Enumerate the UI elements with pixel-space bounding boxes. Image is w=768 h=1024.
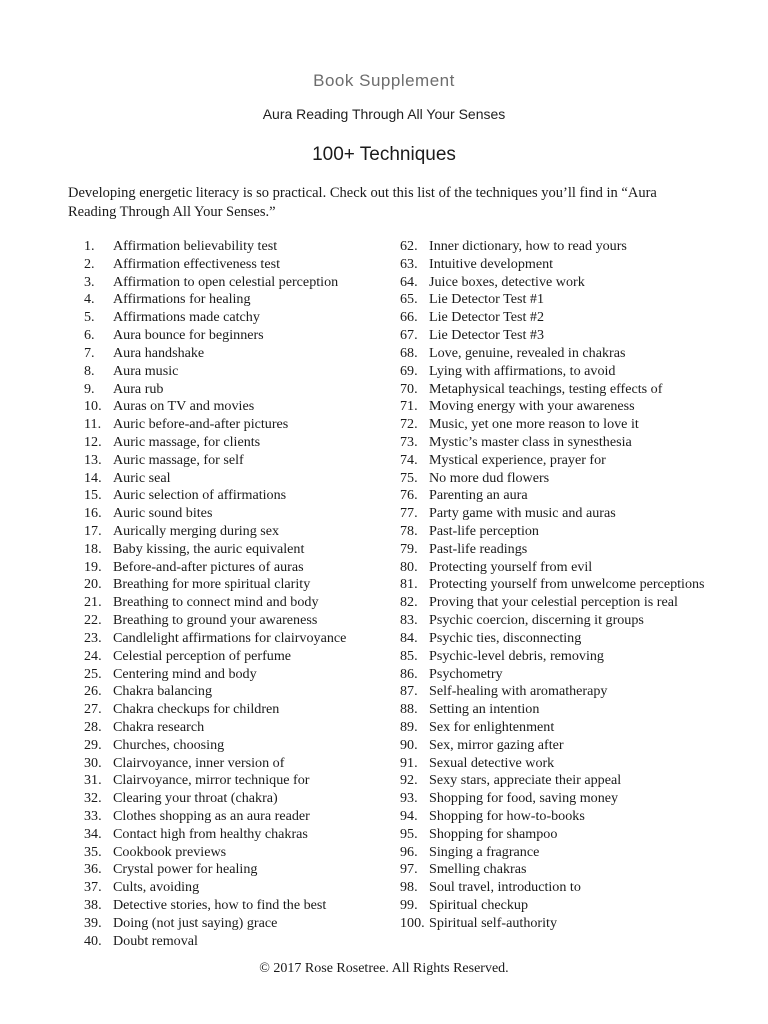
item-number: 4. bbox=[84, 291, 95, 308]
item-number: 38. bbox=[84, 897, 102, 914]
list-item bbox=[400, 238, 710, 256]
item-number: 19. bbox=[84, 558, 102, 575]
item-text: Detective stories, how to find the best bbox=[113, 897, 327, 914]
list-item bbox=[400, 327, 710, 345]
item-number: 36. bbox=[84, 861, 102, 878]
item-text: Intuitive development bbox=[429, 255, 554, 272]
item-text: Auric massage, for self bbox=[113, 451, 244, 468]
item-number: 22. bbox=[84, 612, 102, 629]
item-text: Smelling chakras bbox=[429, 861, 527, 878]
list-item bbox=[400, 826, 710, 844]
item-text: Baby kissing, the auric equivalent bbox=[113, 540, 305, 557]
item-number: 86. bbox=[400, 665, 418, 682]
techniques-list-right bbox=[400, 238, 710, 933]
item-number: 1. bbox=[84, 238, 95, 254]
item-number: 31. bbox=[84, 772, 102, 789]
list-item bbox=[84, 612, 384, 630]
item-text: Past-life perception bbox=[429, 523, 539, 539]
item-text: Doing (not just saying) grace bbox=[113, 914, 278, 931]
list-item bbox=[400, 381, 710, 399]
list-item bbox=[400, 897, 710, 915]
item-number: 78. bbox=[400, 523, 418, 539]
item-text: Aura rub bbox=[113, 380, 164, 397]
item-text: Spiritual checkup bbox=[429, 897, 529, 914]
item-number: 99. bbox=[400, 897, 418, 914]
item-number: 94. bbox=[400, 808, 418, 824]
item-number: 26. bbox=[84, 683, 102, 700]
list-item bbox=[400, 256, 710, 274]
list-item bbox=[84, 523, 384, 541]
item-number: 66. bbox=[400, 309, 418, 326]
item-text: Love, genuine, revealed in chakras bbox=[429, 344, 626, 361]
item-text: Juice boxes, detective work bbox=[429, 273, 585, 290]
list-item bbox=[84, 470, 384, 488]
item-number: 62. bbox=[400, 238, 418, 254]
list-item bbox=[84, 701, 384, 719]
item-text: Breathing for more spiritual clarity bbox=[113, 576, 311, 593]
item-number: 15. bbox=[84, 487, 102, 504]
item-text: Psychic ties, disconnecting bbox=[429, 629, 582, 646]
item-text: Setting an intention bbox=[429, 701, 540, 718]
list-item bbox=[84, 826, 384, 844]
list-item bbox=[400, 416, 710, 434]
item-number: 5. bbox=[84, 309, 95, 326]
item-number: 74. bbox=[400, 451, 418, 468]
item-number: 97. bbox=[400, 861, 418, 878]
list-item bbox=[400, 309, 710, 327]
list-item bbox=[84, 541, 384, 559]
list-item bbox=[400, 844, 710, 862]
item-text: Parenting an aura bbox=[429, 487, 528, 504]
item-text: Music, yet one more reason to love it bbox=[429, 416, 639, 433]
list-item bbox=[84, 648, 384, 666]
list-item bbox=[84, 790, 384, 808]
item-text: Before-and-after pictures of auras bbox=[113, 558, 304, 575]
item-number: 81. bbox=[400, 576, 418, 593]
item-text: Clearing your throat (chakra) bbox=[113, 790, 278, 807]
list-item bbox=[84, 897, 384, 915]
item-number: 100. bbox=[400, 914, 425, 931]
item-number: 23. bbox=[84, 629, 102, 646]
list-item bbox=[400, 666, 710, 684]
item-text: Auric before-and-after pictures bbox=[113, 416, 289, 433]
item-text: Celestial perception of perfume bbox=[113, 647, 292, 664]
list-item bbox=[400, 345, 710, 363]
list-item bbox=[84, 505, 384, 523]
list-item bbox=[400, 755, 710, 773]
item-text: Aurically merging during sex bbox=[113, 523, 280, 539]
item-text: Cults, avoiding bbox=[113, 879, 200, 896]
list-item bbox=[84, 630, 384, 648]
item-number: 67. bbox=[400, 327, 418, 344]
item-number: 18. bbox=[84, 540, 102, 557]
item-text: Psychic coercion, discerning it groups bbox=[429, 612, 644, 629]
list-item bbox=[400, 398, 710, 416]
list-item bbox=[84, 594, 384, 612]
item-text: Clairvoyance, mirror technique for bbox=[113, 772, 310, 789]
item-number: 3. bbox=[84, 273, 95, 290]
item-text: Crystal power for healing bbox=[113, 861, 258, 878]
item-text: Singing a fragrance bbox=[429, 843, 540, 860]
item-text: Lying with affirmations, to avoid bbox=[429, 362, 616, 379]
intro-paragraph: Developing energetic literacy is so practical. Check out this list of the techniques you’ll find in “Aura Reading Through All Your Senses.” bbox=[68, 185, 657, 220]
item-number: 33. bbox=[84, 808, 102, 824]
list-item bbox=[84, 915, 384, 933]
list-item bbox=[400, 701, 710, 719]
list-item bbox=[400, 576, 710, 594]
item-text: Auric selection of affirmations bbox=[113, 487, 287, 504]
list-item bbox=[84, 238, 384, 256]
item-number: 88. bbox=[400, 701, 418, 718]
item-number: 95. bbox=[400, 825, 418, 842]
list-item bbox=[400, 594, 710, 612]
item-number: 65. bbox=[400, 291, 418, 308]
item-text: Lie Detector Test #1 bbox=[429, 291, 544, 308]
item-number: 79. bbox=[400, 540, 418, 557]
item-text: Inner dictionary, how to read yours bbox=[429, 238, 627, 254]
item-text: Clothes shopping as an aura reader bbox=[113, 808, 310, 824]
list-item bbox=[84, 398, 384, 416]
item-number: 92. bbox=[400, 772, 418, 789]
item-number: 91. bbox=[400, 754, 418, 771]
item-text: Sexy stars, appreciate their appeal bbox=[429, 772, 622, 789]
item-text: Mystic’s master class in synesthesia bbox=[429, 433, 632, 450]
list-item bbox=[84, 327, 384, 345]
item-text: Shopping for how-to-books bbox=[429, 808, 585, 824]
list-item bbox=[400, 808, 710, 826]
list-item bbox=[400, 434, 710, 452]
list-item bbox=[84, 363, 384, 381]
item-text: Spiritual self-authority bbox=[429, 914, 557, 931]
item-text: Churches, choosing bbox=[113, 736, 225, 753]
list-item bbox=[400, 291, 710, 309]
item-text: Self-healing with aromatherapy bbox=[429, 683, 608, 700]
item-number: 37. bbox=[84, 879, 102, 896]
item-number: 14. bbox=[84, 469, 102, 486]
item-text: Aura bounce for beginners bbox=[113, 327, 264, 344]
item-number: 30. bbox=[84, 754, 102, 771]
item-number: 29. bbox=[84, 736, 102, 753]
item-text: Shopping for shampoo bbox=[429, 825, 558, 842]
item-text: Auras on TV and movies bbox=[113, 398, 255, 415]
list-item bbox=[84, 576, 384, 594]
item-number: 13. bbox=[84, 451, 102, 468]
item-text: Breathing to connect mind and body bbox=[113, 594, 319, 611]
list-item bbox=[84, 844, 384, 862]
list-item bbox=[400, 559, 710, 577]
item-text: Soul travel, introduction to bbox=[429, 879, 581, 896]
item-text: Affirmation effectiveness test bbox=[113, 255, 280, 272]
list-item bbox=[84, 274, 384, 292]
item-text: Auric sound bites bbox=[113, 505, 213, 522]
list-item bbox=[400, 719, 710, 737]
item-number: 73. bbox=[400, 433, 418, 450]
item-text: Proving that your celestial perception is real bbox=[429, 594, 678, 611]
item-number: 35. bbox=[84, 843, 102, 860]
item-text: Affirmations made catchy bbox=[113, 309, 260, 326]
item-text: Sexual detective work bbox=[429, 754, 555, 771]
item-number: 85. bbox=[400, 647, 418, 664]
list-item bbox=[400, 790, 710, 808]
item-number: 96. bbox=[400, 843, 418, 860]
list-item bbox=[84, 345, 384, 363]
item-number: 83. bbox=[400, 612, 418, 629]
list-item bbox=[400, 470, 710, 488]
item-number: 93. bbox=[400, 790, 418, 807]
list-item bbox=[84, 381, 384, 399]
item-number: 64. bbox=[400, 273, 418, 290]
item-number: 21. bbox=[84, 594, 102, 611]
item-number: 87. bbox=[400, 683, 418, 700]
item-text: Cookbook previews bbox=[113, 843, 227, 860]
item-text: Psychometry bbox=[429, 665, 503, 682]
item-text: Affirmation to open celestial perception bbox=[113, 273, 339, 290]
item-number: 10. bbox=[84, 398, 102, 415]
item-number: 77. bbox=[400, 505, 418, 522]
item-text: Lie Detector Test #3 bbox=[429, 327, 544, 344]
item-text: Moving energy with your awareness bbox=[429, 398, 635, 415]
list-item bbox=[84, 291, 384, 309]
list-item bbox=[400, 915, 710, 933]
copyright-footer: © 2017 Rose Rosetree. All Rights Reserved. bbox=[259, 961, 509, 976]
item-text: Aura music bbox=[113, 362, 179, 379]
list-item bbox=[84, 416, 384, 434]
page-title: 100+ Techniques bbox=[312, 144, 456, 165]
list-item bbox=[400, 541, 710, 559]
item-text: Auric seal bbox=[113, 469, 171, 486]
item-text: Party game with music and auras bbox=[429, 505, 616, 522]
item-text: Mystical experience, prayer for bbox=[429, 451, 606, 468]
list-item bbox=[84, 772, 384, 790]
item-number: 11. bbox=[84, 416, 102, 433]
item-number: 28. bbox=[84, 718, 102, 735]
list-item bbox=[84, 487, 384, 505]
item-text: Doubt removal bbox=[113, 932, 198, 949]
item-number: 40. bbox=[84, 932, 102, 949]
item-number: 84. bbox=[400, 629, 418, 646]
item-number: 68. bbox=[400, 344, 418, 361]
item-number: 82. bbox=[400, 594, 418, 611]
list-item bbox=[400, 648, 710, 666]
item-number: 70. bbox=[400, 380, 418, 397]
item-text: Chakra research bbox=[113, 718, 205, 735]
list-item bbox=[84, 256, 384, 274]
item-text: Contact high from healthy chakras bbox=[113, 825, 308, 842]
item-text: Breathing to ground your awareness bbox=[113, 612, 318, 629]
item-text: No more dud flowers bbox=[429, 469, 550, 486]
list-item bbox=[84, 452, 384, 470]
item-number: 6. bbox=[84, 327, 95, 344]
item-text: Protecting yourself from evil bbox=[429, 558, 593, 575]
item-text: Centering mind and body bbox=[113, 665, 257, 682]
list-item bbox=[400, 523, 710, 541]
item-number: 12. bbox=[84, 433, 102, 450]
item-number: 34. bbox=[84, 825, 102, 842]
item-number: 24. bbox=[84, 647, 102, 664]
item-text: Auric massage, for clients bbox=[113, 433, 261, 450]
list-item bbox=[84, 719, 384, 737]
item-number: 20. bbox=[84, 576, 102, 593]
list-item bbox=[400, 363, 710, 381]
item-number: 98. bbox=[400, 879, 418, 896]
list-item bbox=[400, 737, 710, 755]
item-number: 32. bbox=[84, 790, 102, 807]
item-text: Aura handshake bbox=[113, 344, 205, 361]
item-number: 89. bbox=[400, 718, 418, 735]
item-number: 7. bbox=[84, 344, 95, 361]
list-item bbox=[400, 612, 710, 630]
item-number: 90. bbox=[400, 736, 418, 753]
list-item bbox=[400, 487, 710, 505]
list-item bbox=[400, 879, 710, 897]
item-text: Lie Detector Test #2 bbox=[429, 309, 544, 326]
item-number: 8. bbox=[84, 362, 95, 379]
item-text: Affirmations for healing bbox=[113, 291, 251, 308]
item-number: 16. bbox=[84, 505, 102, 522]
list-item bbox=[84, 933, 384, 951]
list-item bbox=[400, 683, 710, 701]
list-item bbox=[400, 861, 710, 879]
list-item bbox=[84, 683, 384, 701]
item-number: 39. bbox=[84, 914, 102, 931]
item-number: 2. bbox=[84, 255, 95, 272]
item-number: 17. bbox=[84, 523, 102, 539]
list-item bbox=[84, 666, 384, 684]
list-item bbox=[84, 434, 384, 452]
item-number: 72. bbox=[400, 416, 418, 433]
item-number: 71. bbox=[400, 398, 418, 415]
list-item bbox=[84, 861, 384, 879]
item-text: Sex for enlightenment bbox=[429, 718, 555, 735]
item-number: 9. bbox=[84, 380, 95, 397]
item-text: Chakra checkups for children bbox=[113, 701, 280, 718]
item-text: Clairvoyance, inner version of bbox=[113, 754, 285, 771]
item-number: 80. bbox=[400, 558, 418, 575]
item-number: 25. bbox=[84, 665, 102, 682]
item-number: 76. bbox=[400, 487, 418, 504]
book-supplement-heading: Book Supplement bbox=[313, 71, 455, 90]
list-item bbox=[400, 274, 710, 292]
item-text: Candlelight affirmations for clairvoyance bbox=[113, 629, 347, 646]
techniques-list-left bbox=[84, 238, 384, 951]
item-text: Chakra balancing bbox=[113, 683, 213, 700]
list-item bbox=[84, 737, 384, 755]
list-item bbox=[400, 630, 710, 648]
item-text: Past-life readings bbox=[429, 540, 528, 557]
list-item bbox=[400, 452, 710, 470]
list-item bbox=[400, 505, 710, 523]
item-text: Shopping for food, saving money bbox=[429, 790, 619, 807]
list-item bbox=[84, 755, 384, 773]
list-item bbox=[84, 879, 384, 897]
list-item bbox=[400, 772, 710, 790]
item-text: Metaphysical teachings, testing effects of bbox=[429, 380, 663, 397]
list-item bbox=[84, 559, 384, 577]
item-text: Psychic-level debris, removing bbox=[429, 647, 604, 664]
list-item bbox=[84, 808, 384, 826]
item-text: Protecting yourself from unwelcome perceptions bbox=[429, 576, 705, 593]
list-item bbox=[84, 309, 384, 327]
item-number: 69. bbox=[400, 362, 418, 379]
book-title: Aura Reading Through All Your Senses bbox=[262, 106, 506, 122]
item-number: 27. bbox=[84, 701, 102, 718]
item-number: 63. bbox=[400, 255, 418, 272]
item-text: Sex, mirror gazing after bbox=[429, 736, 564, 753]
item-text: Affirmation believability test bbox=[113, 238, 278, 254]
item-number: 75. bbox=[400, 469, 418, 486]
